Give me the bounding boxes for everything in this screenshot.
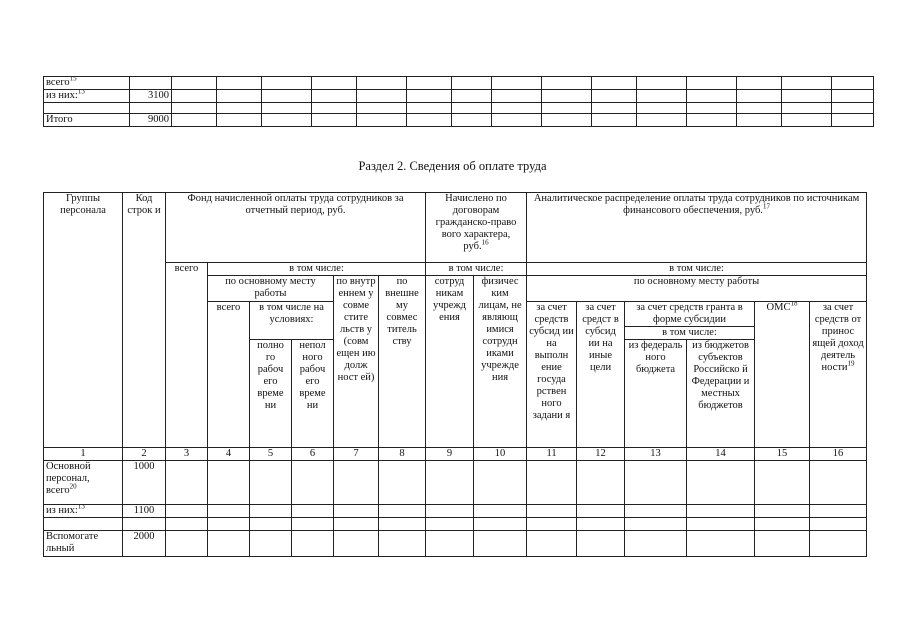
row-label: Вспомогате льный (44, 531, 123, 557)
header-contracts: Начислено по договорам гражданско-право вого характера, руб.$^{16}$ (426, 193, 527, 263)
table-row (44, 90, 874, 103)
header-total: всего (208, 302, 250, 448)
col-number: 9 (426, 448, 474, 461)
col-number: 8 (379, 448, 426, 461)
col-number: 2 (123, 448, 166, 461)
col-number: 14 (687, 448, 755, 461)
table-row (44, 114, 874, 127)
header-fund: Фонд начисленной оплаты труда сотрудников за отчетный период, руб. (166, 193, 426, 263)
header-code: Код строк и (123, 193, 166, 448)
col-number: 15 (755, 448, 810, 461)
table-row (44, 461, 867, 505)
header-internal: по внутр еннем у совме стите льств у (совм ещен ию долж ност ей) (334, 276, 379, 448)
header-groups: Группы персонала (44, 193, 123, 448)
header-income: за счет средств от принос ящей доход деятель ности$^{19}$ (810, 302, 867, 448)
col-number: 13 (625, 448, 687, 461)
row-label: Итого (44, 114, 130, 127)
row-code: 1000 (123, 461, 166, 505)
col-number: 4 (208, 448, 250, 461)
table-row (44, 77, 874, 90)
row-label: из них:$^{13}$ (44, 505, 123, 518)
row-code: 2000 (123, 531, 166, 557)
header-external: по внешне му совмес титель ству (379, 276, 426, 448)
table-row (44, 518, 867, 531)
col-number: 3 (166, 448, 208, 461)
table-row (44, 505, 867, 518)
col-number: 16 (810, 448, 867, 461)
row-label: Основной персонал, всего$^{20}$ (44, 461, 123, 505)
column-numbers-row (44, 448, 867, 461)
row-label: из них:$^{13}$ (44, 90, 130, 103)
row-code (130, 77, 172, 90)
continuation-table (43, 76, 874, 127)
table-row (44, 531, 867, 557)
section-title: Раздел 2. Сведения об оплате труда (358, 159, 547, 173)
col-number: 6 (292, 448, 334, 461)
table-row (44, 103, 874, 114)
header-full: полно го рабоч его време ни (250, 340, 292, 448)
header-total: всего (166, 263, 208, 448)
col-number: 7 (334, 448, 379, 461)
col-number: 12 (577, 448, 625, 461)
row-code (130, 103, 172, 114)
header-grant: за счет средств гранта в форме субсидии в том числе: (625, 302, 755, 340)
row-label (44, 103, 130, 114)
col-number: 10 (474, 448, 527, 461)
header-subsidy-other: за счет средст в субсид ии на иные цели (577, 302, 625, 448)
row-code: 1100 (123, 505, 166, 518)
row-code: 9000 (130, 114, 172, 127)
header-incl: в том числе: (625, 326, 754, 339)
header-analytic: Аналитическое распределение оплаты труда сотрудников по источникам финансового обеспечения, руб.$^{17}$ (527, 193, 867, 263)
header-oms: ОМС$^{18}$ (755, 302, 810, 448)
header-employees: сотруд никам учрежд ения (426, 276, 474, 448)
header-main-place: по основному месту работы (208, 276, 334, 302)
header-federal: из федераль ного бюджета (625, 340, 687, 448)
header-incl: в том числе: (527, 263, 867, 276)
col-number: 5 (250, 448, 292, 461)
row-code (123, 518, 166, 531)
header-subsidy-task: за счет средств субсид ии на выполн ение госуда рствен ного задани я (527, 302, 577, 448)
header-partial: непол ного рабоч его време ни (292, 340, 334, 448)
row-label: всего$^{15}$ (44, 77, 130, 90)
header-incl: в том числе: (208, 263, 426, 276)
col-number: 11 (527, 448, 577, 461)
header-incl-cond: в том числе на условиях: (250, 302, 334, 340)
header-regional: из бюджетов субъектов Российско й Федерации и местных бюджетов (687, 340, 755, 448)
header-main-place: по основному месту работы (527, 276, 867, 302)
col-number: 1 (44, 448, 123, 461)
header-individuals: физичес ким лицам, не являющ имися сотрудн иками учрежде ния (474, 276, 527, 448)
row-code: 3100 (130, 90, 172, 103)
salary-table (43, 192, 867, 557)
header-incl: в том числе: (426, 263, 527, 276)
row-label (44, 518, 123, 531)
